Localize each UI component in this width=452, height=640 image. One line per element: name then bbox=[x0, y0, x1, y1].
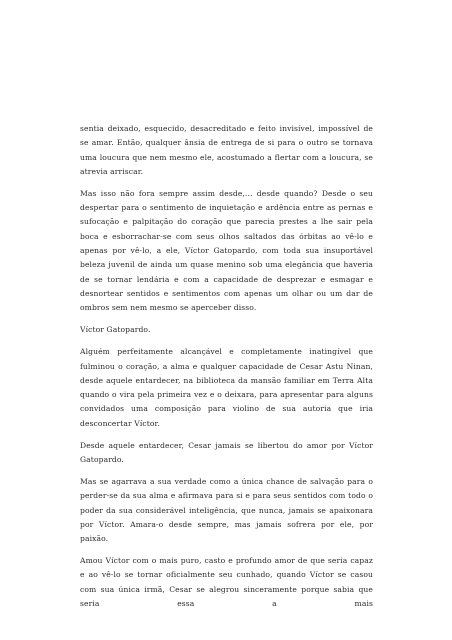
paragraph: sentia deixado, esquecido, desacreditado e feito invisível, impossível de se amar. Então, qualquer ânsia de entrega de si para o outro se tornava uma loucura que nem mesmo ele, acostumado a flertar com a loucura, se atrevia arriscar. bbox=[80, 124, 373, 176]
paragraph: Mas isso não fora sempre assim desde,... desde quando? Desde o seu despertar para o sentimento de inquietação e ardência entre as pernas e sufocação e palpitação do coração que parecia prestes a lhe sair pela boca e esborrachar-se com seus olhos saltados das órbitas ao vê-lo e apenas por vê-lo, a ele, Víctor Gatopardo, com toda sua insuportável beleza juvenil de ainda um quase menino sob uma elegância que haveria de se tornar lendária e com a capacidade de desprezar e esmagar e desnortear sentidos e sentimentos com apenas um olhar ou um dar de ombros sem nem mesmo se aperceber disso. bbox=[80, 188, 373, 313]
body-text bbox=[80, 122, 373, 611]
paragraph: Amou Víctor com o mais puro, casto e profundo amor de que seria capaz e ao vê-lo se tornar oficialmente seu cunhado, quando Víctor se casou com sua única irmã, Cesar se alegrou sinceramente porque sabia que seria essa a mais bbox=[80, 556, 373, 609]
paragraph: Mas se agarrava a sua verdade como a única chance de salvação para o perder-se da sua alma e afirmava para si e para seus sentidos com todo o poder da sua considerável inteligência, que nunca, jamais se apaixonara por Víctor. Amara-o desde sempre, mas jamais sofrera por ele, por paixão. bbox=[80, 476, 373, 544]
paragraph: Alguém perfeitamente alcançável e completamente inatingível que fulminou o coração, a alma e qualquer capacidade de Cesar Astu Ninan, desde aquele entardecer, na biblioteca da mansão familiar em Terra Alta quando o vira pela primeira vez e o deixara, para apresentar para alguns convidados uma composição para violino de sua autoria que iria desconcertar Víctor. bbox=[80, 347, 373, 428]
paragraph: Desde aquele entardecer, Cesar jamais se libertou do amor por Víctor Gatopardo. bbox=[80, 440, 373, 464]
paragraph: Víctor Gatopardo. bbox=[80, 325, 151, 335]
